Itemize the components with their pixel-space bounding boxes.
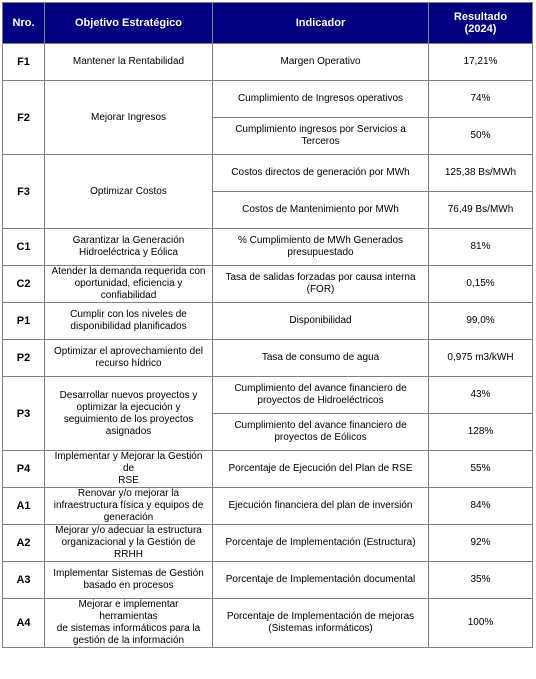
row-result: 0,975 m3/kWH: [429, 340, 533, 377]
row-code: F3: [3, 155, 45, 229]
row-result: 50%: [429, 118, 533, 155]
row-indicator: Margen Operativo: [213, 44, 429, 81]
row-result: 43%: [429, 377, 533, 414]
header-resultado: Resultado (2024): [429, 3, 533, 44]
row-indicator: % Cumplimiento de MWh Generados presupuestado: [213, 229, 429, 266]
row-result: 125,38 Bs/MWh: [429, 155, 533, 192]
table-row: [3, 377, 533, 414]
table-row: [3, 340, 533, 377]
row-result: 74%: [429, 81, 533, 118]
row-indicator: Porcentaje de Implementación (Estructura): [213, 525, 429, 562]
table-row: [3, 525, 533, 562]
row-objective: Mejorar y/o adecuar la estructura organizacional y la Gestión de RRHH: [45, 525, 213, 562]
header-nro: Nro.: [3, 3, 45, 44]
row-objective: Optimizar el aprovechamiento del recurso hídrico: [45, 340, 213, 377]
row-result: 17,21%: [429, 44, 533, 81]
row-result: 99,0%: [429, 303, 533, 340]
strategic-objectives-table: [2, 2, 533, 648]
row-objective: Cumplir con los niveles de disponibilidad planificados: [45, 303, 213, 340]
table-row: [3, 155, 533, 192]
row-result: 100%: [429, 599, 533, 648]
row-code: A4: [3, 599, 45, 648]
row-code: P1: [3, 303, 45, 340]
row-result: 81%: [429, 229, 533, 266]
row-result: 128%: [429, 414, 533, 451]
row-result: 92%: [429, 525, 533, 562]
header-objetivo: Objetivo Estratégico: [45, 3, 213, 44]
row-result: 84%: [429, 488, 533, 525]
row-code: P4: [3, 451, 45, 488]
row-indicator: Ejecución financiera del plan de inversión: [213, 488, 429, 525]
row-result: 55%: [429, 451, 533, 488]
row-indicator: Cumplimiento del avance financiero de proyectos de Eólicos: [213, 414, 429, 451]
row-code: A1: [3, 488, 45, 525]
row-code: P2: [3, 340, 45, 377]
row-objective: Optimizar Costos: [45, 155, 213, 229]
row-indicator: Cumplimiento ingresos por Servicios a Terceros: [213, 118, 429, 155]
table-row: [3, 303, 533, 340]
row-result: 0,15%: [429, 266, 533, 303]
row-code: C1: [3, 229, 45, 266]
row-code: A2: [3, 525, 45, 562]
row-indicator: Costos de Mantenimiento por MWh: [213, 192, 429, 229]
row-indicator: Disponibilidad: [213, 303, 429, 340]
header-indicador: Indicador: [213, 3, 429, 44]
row-objective: Atender la demanda requerida con oportunidad, eficiencia y confiabilidad: [45, 266, 213, 303]
row-objective: Mantener la Rentabilidad: [45, 44, 213, 81]
table-row: [3, 451, 533, 488]
row-indicator: Tasa de consumo de agua: [213, 340, 429, 377]
row-indicator: Cumplimiento del avance financiero de proyectos de Hidroeléctricos: [213, 377, 429, 414]
row-objective: Mejorar e implementar herramientas de sistemas informáticos para la gestión de la información: [45, 599, 213, 648]
table-row: [3, 266, 533, 303]
row-result: 76,49 Bs/MWh: [429, 192, 533, 229]
row-code: C2: [3, 266, 45, 303]
row-indicator: Porcentaje de Ejecución del Plan de RSE: [213, 451, 429, 488]
row-indicator: Costos directos de generación por MWh: [213, 155, 429, 192]
row-objective: Desarrollar nuevos proyectos y optimizar la ejecución y seguimiento de los proyectos asignados: [45, 377, 213, 451]
row-result: 35%: [429, 562, 533, 599]
table-row: [3, 488, 533, 525]
row-objective: Garantizar la Generación Hidroeléctrica y Eólica: [45, 229, 213, 266]
header-row: [3, 3, 533, 44]
row-code: F2: [3, 81, 45, 155]
row-indicator: Tasa de salidas forzadas por causa interna (FOR): [213, 266, 429, 303]
table-row: [3, 229, 533, 266]
row-code: A3: [3, 562, 45, 599]
table-row: [3, 562, 533, 599]
row-objective: Renovar y/o mejorar la infraestructura física y equipos de generación: [45, 488, 213, 525]
row-indicator: Porcentaje de Implementación de mejoras (Sistemas informáticos): [213, 599, 429, 648]
table-row: [3, 44, 533, 81]
table-row: [3, 81, 533, 118]
row-indicator: Porcentaje de Implementación documental: [213, 562, 429, 599]
row-objective: Implementar Sistemas de Gestión basado en procesos: [45, 562, 213, 599]
table-row: [3, 599, 533, 648]
row-code: F1: [3, 44, 45, 81]
row-indicator: Cumplimiento de Ingresos operativos: [213, 81, 429, 118]
row-code: P3: [3, 377, 45, 451]
row-objective: Mejorar Ingresos: [45, 81, 213, 155]
row-objective: Implementar y Mejorar la Gestión de RSE: [45, 451, 213, 488]
